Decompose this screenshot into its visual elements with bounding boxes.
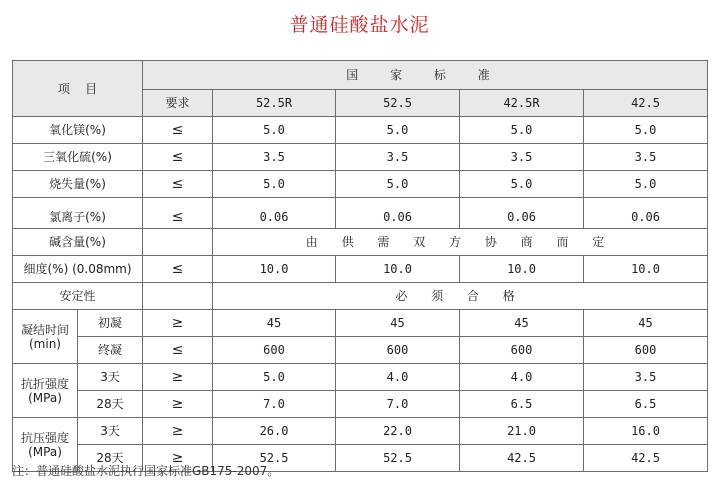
page-title: 普通硅酸盐水泥	[289, 14, 430, 36]
table-cell: 4.0	[336, 364, 460, 391]
requirement-symbol: ≤	[143, 337, 213, 364]
table-cell: 3.5	[460, 144, 584, 171]
table-row	[13, 198, 708, 229]
row-sublabel: 28天	[78, 391, 143, 418]
table-cell: 10.0	[336, 256, 460, 283]
table-row	[13, 418, 708, 445]
table-cell: 22.0	[336, 418, 460, 445]
row-sublabel: 3天	[78, 418, 143, 445]
header-grade: 52.5R	[213, 90, 336, 117]
row-group-label: 凝结时间 (min)	[13, 310, 78, 364]
row-label: 碱含量(%)	[13, 229, 143, 256]
table-cell: 52.5	[213, 445, 336, 472]
table-cell: 3.5	[336, 144, 460, 171]
table-cell: 5.0	[213, 117, 336, 144]
row-sublabel: 终凝	[78, 337, 143, 364]
table-cell: 45	[584, 310, 708, 337]
table-cell: 16.0	[584, 418, 708, 445]
table-cell: 600	[336, 337, 460, 364]
table-cell: 4.0	[460, 364, 584, 391]
table-cell: 0.06	[584, 198, 708, 229]
table-cell: 7.0	[213, 391, 336, 418]
table-cell: 5.0	[213, 171, 336, 198]
requirement-symbol: ≥	[143, 445, 213, 472]
requirement-symbol: ≤	[143, 198, 213, 229]
requirement-symbol: ≤	[143, 144, 213, 171]
row-group-label: 抗压强度 (MPa)	[13, 418, 78, 472]
table-row	[13, 364, 708, 391]
requirement-symbol: ≥	[143, 310, 213, 337]
header-requirement: 要求	[143, 90, 213, 117]
row-label: 氯离子(%)	[13, 198, 143, 229]
merged-cell: 必 须 合 格	[213, 283, 708, 310]
table-cell: 42.5	[460, 445, 584, 472]
requirement-symbol: ≤	[143, 117, 213, 144]
table-cell: 10.0	[213, 256, 336, 283]
table-header-row	[13, 61, 708, 90]
table-cell: 45	[213, 310, 336, 337]
table-row	[13, 283, 708, 310]
row-label: 三氧化硫(%)	[13, 144, 143, 171]
table-row	[13, 144, 708, 171]
table-cell: 5.0	[336, 171, 460, 198]
table-cell: 600	[460, 337, 584, 364]
table-cell: 6.5	[584, 391, 708, 418]
row-sublabel: 28天	[78, 445, 143, 472]
requirement-symbol: ≤	[143, 171, 213, 198]
table-cell	[143, 283, 213, 310]
table-cell: 5.0	[584, 171, 708, 198]
row-label: 氧化镁(%)	[13, 117, 143, 144]
row-group-label: 抗折强度 (MPa)	[13, 364, 78, 418]
table-cell: 0.06	[213, 198, 336, 229]
row-label: 细度(%) (0.08mm)	[13, 256, 143, 283]
table-row	[13, 171, 708, 198]
table-row	[13, 229, 708, 256]
row-label: 烧失量(%)	[13, 171, 143, 198]
table-cell: 0.06	[336, 198, 460, 229]
table-cell: 21.0	[460, 418, 584, 445]
header-grade: 42.5	[584, 90, 708, 117]
table-cell: 600	[584, 337, 708, 364]
table-cell: 600	[213, 337, 336, 364]
requirement-symbol: ≥	[143, 364, 213, 391]
table-cell: 5.0	[584, 117, 708, 144]
merged-cell: 由 供 需 双 方 协 商 而 定	[213, 229, 708, 256]
header-standard: 国 家 标 准	[143, 61, 708, 90]
table-cell	[143, 229, 213, 256]
table-cell: 26.0	[213, 418, 336, 445]
requirement-symbol: ≥	[143, 418, 213, 445]
table-cell: 5.0	[460, 117, 584, 144]
row-sublabel: 初凝	[78, 310, 143, 337]
table-cell: 10.0	[584, 256, 708, 283]
table-row	[13, 256, 708, 283]
table-cell: 45	[336, 310, 460, 337]
footnote: 注：普通硅酸盐水泥执行国家标准GB175-2007。	[12, 464, 280, 478]
table-cell: 45	[460, 310, 584, 337]
table-cell: 3.5	[213, 144, 336, 171]
table-cell: 0.06	[460, 198, 584, 229]
table-cell: 3.5	[584, 144, 708, 171]
table-row	[13, 310, 708, 337]
row-label: 安定性	[13, 283, 143, 310]
table-cell: 6.5	[460, 391, 584, 418]
header-item: 项 目	[13, 61, 143, 117]
table-row	[13, 117, 708, 144]
cement-standard-table	[12, 60, 708, 472]
row-sublabel: 3天	[78, 364, 143, 391]
table-cell: 10.0	[460, 256, 584, 283]
table-row	[13, 337, 708, 364]
table-cell: 52.5	[336, 445, 460, 472]
table-cell: 7.0	[336, 391, 460, 418]
table-cell: 5.0	[336, 117, 460, 144]
table-cell: 5.0	[460, 171, 584, 198]
table-cell: 42.5	[584, 445, 708, 472]
requirement-symbol: ≥	[143, 391, 213, 418]
table-cell: 5.0	[213, 364, 336, 391]
table-row	[13, 391, 708, 418]
header-grade: 52.5	[336, 90, 460, 117]
header-grade: 42.5R	[460, 90, 584, 117]
requirement-symbol: ≤	[143, 256, 213, 283]
table-cell: 3.5	[584, 364, 708, 391]
